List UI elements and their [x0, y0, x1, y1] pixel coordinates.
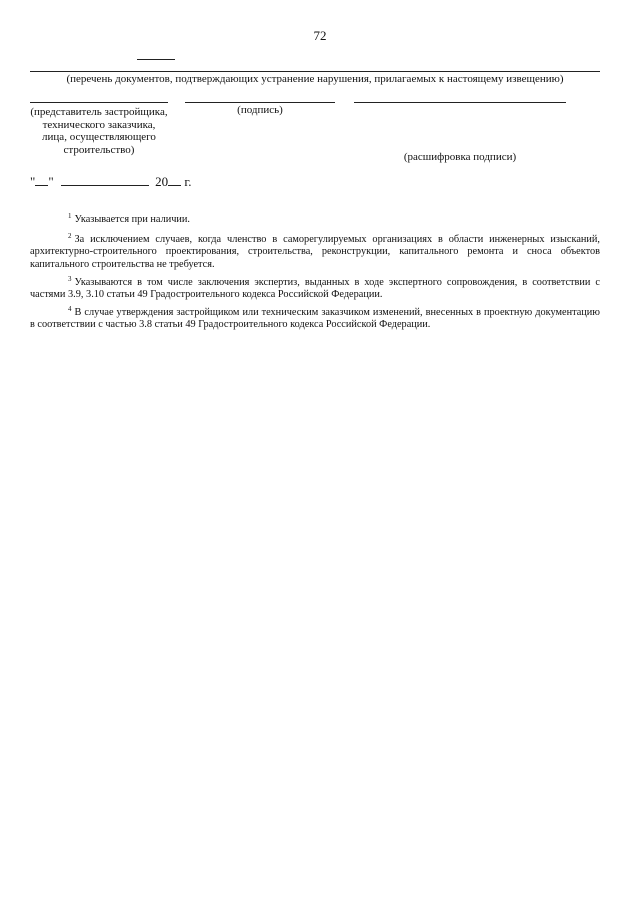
- footnote: [30, 277, 600, 302]
- footnote-text: Указывается при наличии.: [74, 214, 190, 225]
- signature-caption: (подпись): [237, 104, 283, 116]
- footnote-text: За исключением случаев, когда членство в саморегулируемых организациях в области инженерных изысканий, архитектурно-строительного проектирования, строительства, реконструкции, капитального ремонта и сноса объектов капитального строительства не требуется.: [30, 234, 600, 270]
- footnote-mark: 2: [68, 232, 72, 240]
- short-rule: [137, 59, 175, 60]
- signature-decode-line: [354, 102, 566, 103]
- documents-list-caption: (перечень документов, подтверждающих устранение нарушения, прилагаемых к настоящему извещению): [66, 73, 564, 85]
- month-blank: [61, 174, 149, 186]
- year-suffix: г.: [184, 174, 192, 189]
- footnote-mark: 1: [68, 212, 72, 220]
- year-prefix: 20: [155, 174, 169, 189]
- footnote-mark: 3: [68, 275, 72, 283]
- date-line: [30, 174, 192, 190]
- footnote-mark: 4: [68, 305, 72, 313]
- footnote-text: В случае утверждения застройщиком или техническим заказчиком изменений, внесенных в проектную документацию в соответствии с частью 3.8 статьи 49 Градостроительного кодекса Российской Федерации.: [30, 307, 600, 331]
- quote-open: ": [30, 174, 36, 189]
- signature-decode-caption: (расшифровка подписи): [403, 151, 517, 163]
- representative-caption: (представитель застройщика, технического заказчика, лица, осуществляющего строительство): [30, 106, 168, 156]
- signature-line: [185, 102, 335, 103]
- day-blank: [35, 174, 48, 186]
- footnote-text: Указываются в том числе заключения экспертиз, выданных в ходе экспертного сопровождения, в соответствии с частями 3.9, 3.10 статьи 49 Градостроительного кодекса Российской Федерации.: [30, 277, 600, 301]
- footnote: [30, 234, 600, 271]
- documents-list-line: [30, 71, 600, 72]
- representative-line: [30, 102, 168, 103]
- footnote: [30, 307, 600, 332]
- quote-close: ": [48, 174, 54, 189]
- year-blank: [168, 174, 181, 186]
- page-number: 72: [313, 28, 327, 43]
- footnote: [30, 214, 600, 226]
